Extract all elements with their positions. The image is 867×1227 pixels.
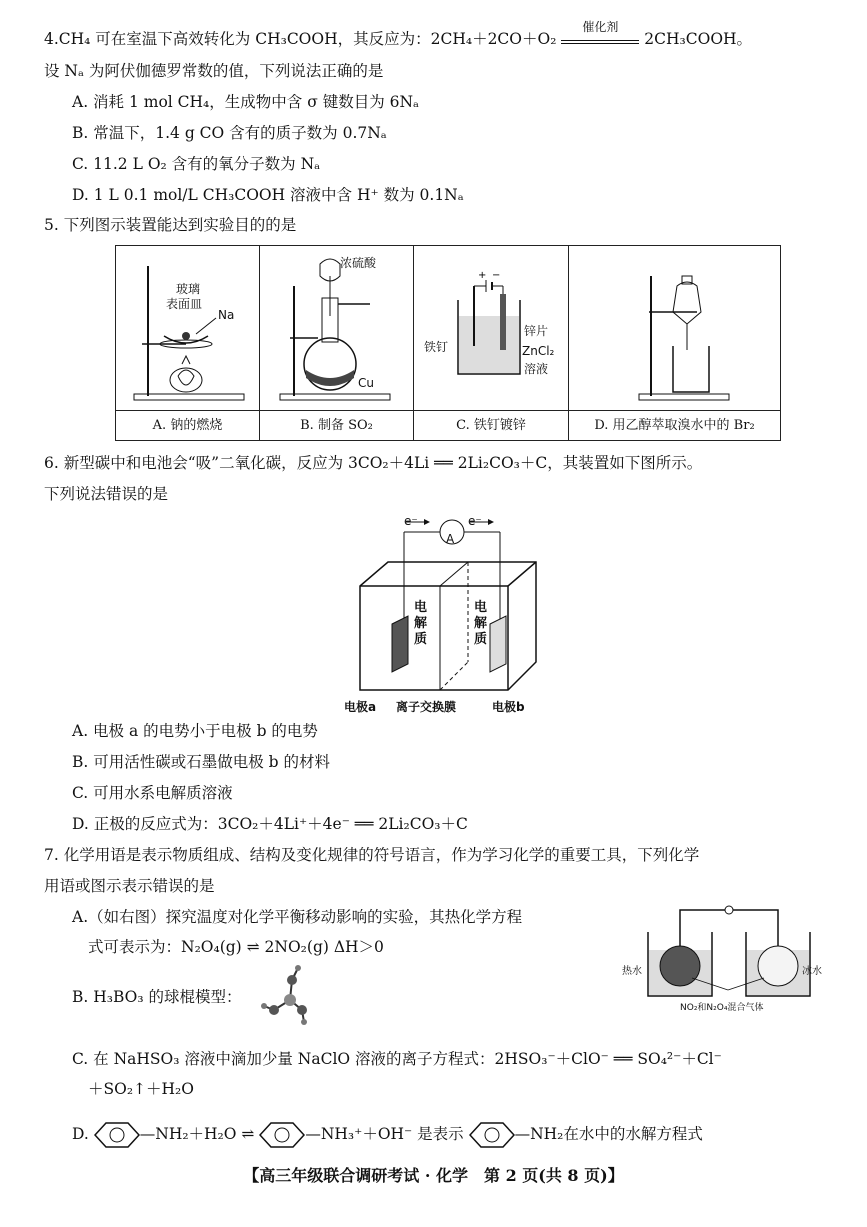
h3bo3-ball-stick-model bbox=[252, 960, 332, 1030]
q5a-label-dish: 表面皿 bbox=[166, 297, 203, 311]
q5-stem: 5. 下列图示装置能达到实验目的的是 bbox=[44, 216, 297, 234]
no2-n2o4-apparatus bbox=[618, 896, 828, 1016]
q5-caption-c: C. 铁钉镀锌 bbox=[414, 410, 569, 440]
q6-line2: 下列说法错误的是 bbox=[44, 485, 169, 503]
q6-electrolyte-right: 电解质 bbox=[474, 600, 488, 647]
q7-d-part2: —NH₃⁺＋OH⁻ 是表示 bbox=[305, 1125, 464, 1143]
q7-line2: 用语或图示表示错误的是 bbox=[44, 877, 215, 895]
sodium-combustion-apparatus bbox=[116, 246, 258, 408]
q6-electrode-b: 电极b bbox=[492, 700, 525, 714]
q4-line2: 设 Nₐ 为阿伏伽德罗常数的值，下列说法正确的是 bbox=[44, 62, 384, 80]
q5a-label-na: Na bbox=[218, 308, 235, 322]
q6-e-right: e⁻ bbox=[468, 514, 482, 528]
q7-hot-water: 热水 bbox=[622, 966, 642, 977]
q5-panel-d bbox=[569, 246, 779, 410]
q4-catalyst: 催化剂 bbox=[582, 20, 619, 34]
q5-panel-c bbox=[414, 246, 569, 410]
q4-line1 bbox=[44, 20, 753, 50]
q5c-label-zncl2: ZnCl₂ bbox=[522, 344, 555, 358]
q6-battery-diagram bbox=[340, 508, 550, 720]
q4-reactants: 4.CH₄ 可在室温下高效转化为 CH₃COOH，其反应为：2CH₄＋2CO＋O₂ bbox=[44, 30, 557, 48]
q4-option-d: D. 1 L 0.1 mol/L CH₃COOH 溶液中含 H⁺ 数为 0.1Nₐ bbox=[72, 186, 464, 204]
q6-membrane: 离子交换膜 bbox=[396, 700, 457, 714]
q5c-label-solution: 溶液 bbox=[524, 362, 549, 376]
page-footer: 【高三年级联合调研考试 · 化学 第 2 页(共 8 页)】 bbox=[243, 1166, 624, 1185]
q4-product: 2CH₃COOH。 bbox=[644, 30, 753, 48]
q5c-label-nail: 铁钉 bbox=[424, 340, 449, 354]
q5-figure-table bbox=[115, 245, 781, 441]
q7-option-c-line1: C. 在 NaHSO₃ 溶液中滴加少量 NaClO 溶液的离子方程式：2HSO₃⁻＋ClO⁻ ══ SO₄²⁻＋Cl⁻ bbox=[72, 1050, 722, 1068]
q4-option-b: B. 常温下，1.4 g CO 含有的质子数为 0.7Nₐ bbox=[72, 124, 387, 142]
q5a-label-glass: 玻璃 bbox=[176, 282, 201, 296]
battery-cell-drawing bbox=[340, 508, 550, 720]
svg-text:+: + bbox=[478, 270, 487, 281]
q5-caption-d: D. 用乙醇萃取溴水中的 Br₂ bbox=[569, 410, 780, 440]
q7-option-a-line1: A.（如右图）探究温度对化学平衡移动影响的实验，其热化学方程 bbox=[72, 908, 523, 926]
q7-option-c-line2: ＋SO₂↑＋H₂O bbox=[88, 1080, 194, 1098]
q4-option-c: C. 11.2 L O₂ 含有的氧分子数为 Nₐ bbox=[72, 155, 321, 173]
q7-d-part1: —NH₂＋H₂O ⇌ bbox=[139, 1125, 255, 1143]
q6-ammeter: A bbox=[446, 532, 455, 546]
q6-option-b: B. 可用活性碳或石墨做电极 b 的材料 bbox=[72, 753, 331, 771]
q5b-label-cu: Cu bbox=[358, 376, 374, 390]
benzene-ring-icon bbox=[94, 1122, 140, 1148]
q6-line1: 6. 新型碳中和电池会“吸”二氧化碳，反应为 3CO₂＋4Li ══ 2Li₂CO₃＋C，其装置如下图所示。 bbox=[44, 454, 703, 472]
q6-option-d: D. 正极的反应式为：3CO₂＋4Li⁺＋4e⁻ ══ 2Li₂CO₃＋C bbox=[72, 815, 468, 833]
q6-option-a: A. 电极 a 的电势小于电极 b 的电势 bbox=[72, 722, 318, 740]
q7-d-part3: —NH₂在水中的水解方程式 bbox=[514, 1125, 703, 1143]
q4-option-a: A. 消耗 1 mol CH₄，生成物中含 σ 键数目为 6Nₐ bbox=[72, 93, 420, 111]
q7-option-d bbox=[72, 1122, 703, 1148]
q5-panel-b bbox=[260, 246, 414, 410]
benzene-ring-icon bbox=[469, 1122, 515, 1148]
so2-preparation-apparatus bbox=[260, 246, 412, 408]
q6-electrolyte-left: 电解质 bbox=[414, 600, 428, 647]
q6-e-left: e⁻ bbox=[404, 514, 418, 528]
svg-text:−: − bbox=[492, 270, 501, 281]
q7-equilibrium-figure bbox=[618, 896, 828, 1016]
extraction-apparatus bbox=[569, 246, 777, 408]
q5-panel-a bbox=[116, 246, 260, 410]
q4-arrow bbox=[561, 20, 639, 44]
q5-caption-b: B. 制备 SO₂ bbox=[260, 410, 414, 440]
q6-electrode-a: 电极a bbox=[344, 700, 377, 714]
q7-ice-water: 冰水 bbox=[802, 966, 822, 977]
benzene-ring-icon bbox=[259, 1122, 305, 1148]
q7-gas-mixture: NO₂和N₂O₄混合气体 bbox=[680, 1003, 764, 1013]
q7-option-b: B. H₃BO₃ 的球棍模型： bbox=[72, 988, 242, 1006]
q5b-label-acid: 浓硫酸 bbox=[340, 256, 377, 270]
q7-line1: 7. 化学用语是表示物质组成、结构及变化规律的符号语言，作为学习化学的重要工具，下列化学 bbox=[44, 846, 700, 864]
q5c-label-zinc: 锌片 bbox=[524, 324, 549, 338]
q6-option-c: C. 可用水系电解质溶液 bbox=[72, 784, 233, 802]
q7-option-a-line2: 式可表示为：N₂O₄(g) ⇌ 2NO₂(g) ΔH＞0 bbox=[88, 938, 384, 956]
q5-caption-a: A. 钠的燃烧 bbox=[116, 410, 260, 440]
q7-d-prefix: D. bbox=[72, 1125, 89, 1143]
